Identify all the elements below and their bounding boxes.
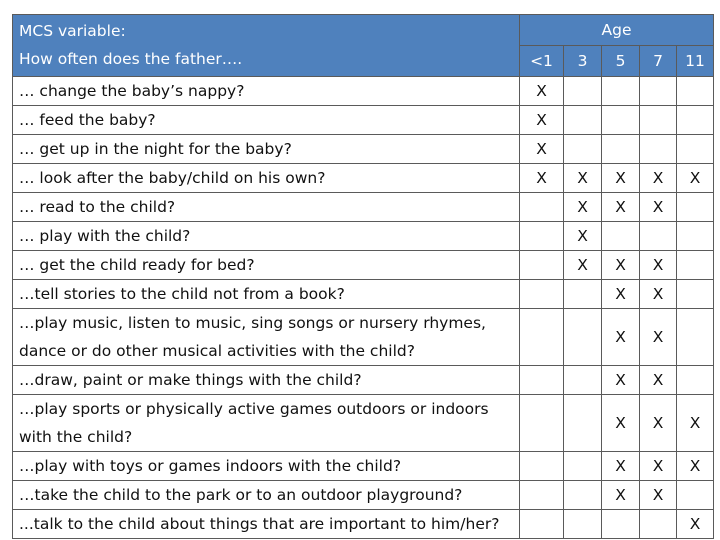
age-mark-cell: X: [640, 309, 677, 366]
age-mark-cell: X: [602, 164, 640, 193]
question-text: with the child?: [19, 428, 133, 446]
header-variable-cell: [13, 15, 520, 77]
age-mark-cell: [520, 309, 564, 366]
age-mark-cell: [564, 106, 602, 135]
age-mark-cell: [677, 135, 714, 164]
age-mark-cell: [520, 280, 564, 309]
age-mark-cell: [640, 106, 677, 135]
table-row: [13, 106, 714, 135]
age-mark-cell: X: [640, 251, 677, 280]
age-mark-cell: [520, 395, 564, 452]
age-mark-cell: [677, 309, 714, 366]
question-cell: [13, 395, 520, 452]
age-mark-cell: X: [677, 164, 714, 193]
age-mark-cell: [564, 77, 602, 106]
question-text: …play music, listen to music, sing songs or nursery rhymes,: [19, 314, 486, 332]
table-row: [13, 395, 714, 452]
age-mark-cell: [564, 395, 602, 452]
question-cell: [13, 77, 520, 106]
age-mark-cell: [564, 366, 602, 395]
age-mark-cell: [564, 510, 602, 539]
age-mark-cell: X: [640, 280, 677, 309]
question-text: …take the child to the park or to an outdoor playground?: [19, 486, 463, 504]
age-mark-cell: [520, 251, 564, 280]
age-mark-cell: [520, 510, 564, 539]
age-mark-cell: [677, 77, 714, 106]
age-header: Age: [520, 15, 714, 46]
age-mark-cell: [677, 251, 714, 280]
question-text: dance or do other musical activities with the child?: [19, 342, 415, 360]
question-cell: [13, 106, 520, 135]
question-text: …play sports or physically active games outdoors or indoors: [19, 400, 489, 418]
table-row: [13, 251, 714, 280]
variable-label: MCS variable:: [19, 22, 126, 40]
question-cell: [13, 164, 520, 193]
age-mark-cell: [677, 481, 714, 510]
age-col-5: 5: [602, 46, 640, 77]
age-mark-cell: X: [602, 452, 640, 481]
question-cell: [13, 366, 520, 395]
age-mark-cell: X: [564, 193, 602, 222]
table-row: [13, 222, 714, 251]
age-mark-cell: X: [602, 193, 640, 222]
age-mark-cell: X: [640, 395, 677, 452]
question-cell: [13, 510, 520, 539]
question-cell: [13, 135, 520, 164]
age-mark-cell: X: [677, 452, 714, 481]
question-cell: [13, 193, 520, 222]
question-text: ...talk to the child about things that are important to him/her?: [19, 515, 500, 533]
question-text: …tell stories to the child not from a book?: [19, 285, 345, 303]
table-row: [13, 280, 714, 309]
age-mark-cell: [564, 135, 602, 164]
age-mark-cell: [602, 106, 640, 135]
age-mark-cell: X: [602, 366, 640, 395]
age-mark-cell: [677, 193, 714, 222]
age-mark-cell: X: [602, 251, 640, 280]
age-mark-cell: X: [640, 164, 677, 193]
age-mark-cell: [520, 222, 564, 251]
table-row: [13, 193, 714, 222]
age-col-11: 11: [677, 46, 714, 77]
age-mark-cell: X: [520, 164, 564, 193]
table-row: [13, 309, 714, 366]
header-row: [13, 15, 714, 46]
question-text: … change the baby’s nappy?: [19, 82, 245, 100]
age-mark-cell: [564, 452, 602, 481]
age-mark-cell: X: [602, 481, 640, 510]
table-row: [13, 77, 714, 106]
age-mark-cell: X: [520, 135, 564, 164]
age-mark-cell: [602, 135, 640, 164]
table-row: [13, 135, 714, 164]
age-mark-cell: [640, 222, 677, 251]
question-text: …draw, paint or make things with the child?: [19, 371, 362, 389]
age-mark-cell: [602, 222, 640, 251]
age-mark-cell: [564, 481, 602, 510]
age-col-3: 3: [564, 46, 602, 77]
age-col-7: 7: [640, 46, 677, 77]
age-mark-cell: X: [564, 164, 602, 193]
age-mark-cell: X: [640, 193, 677, 222]
table-row: [13, 164, 714, 193]
age-mark-cell: [520, 452, 564, 481]
age-mark-cell: X: [677, 510, 714, 539]
age-mark-cell: X: [520, 77, 564, 106]
table-row: [13, 452, 714, 481]
table-row: [13, 481, 714, 510]
question-text: … look after the baby/child on his own?: [19, 169, 326, 187]
question-cell: [13, 251, 520, 280]
table-row: [13, 366, 714, 395]
age-mark-cell: X: [520, 106, 564, 135]
age-mark-cell: [640, 510, 677, 539]
age-mark-cell: X: [640, 452, 677, 481]
age-mark-cell: [564, 309, 602, 366]
question-cell: [13, 280, 520, 309]
age-mark-cell: X: [602, 309, 640, 366]
question-text: … play with the child?: [19, 227, 191, 245]
question-cell: [13, 222, 520, 251]
age-mark-cell: X: [564, 222, 602, 251]
age-mark-cell: [640, 135, 677, 164]
age-mark-cell: [602, 77, 640, 106]
age-mark-cell: X: [602, 395, 640, 452]
question-text: … get the child ready for bed?: [19, 256, 255, 274]
age-mark-cell: [677, 366, 714, 395]
age-mark-cell: X: [640, 481, 677, 510]
age-mark-cell: [564, 280, 602, 309]
question-text: … get up in the night for the baby?: [19, 140, 292, 158]
age-mark-cell: X: [677, 395, 714, 452]
age-mark-cell: X: [564, 251, 602, 280]
question-cell: [13, 309, 520, 366]
age-mark-cell: [602, 510, 640, 539]
question-text: …play with toys or games indoors with the child?: [19, 457, 402, 475]
age-mark-cell: [520, 481, 564, 510]
age-mark-cell: [677, 222, 714, 251]
question-stem: How often does the father….: [19, 50, 243, 68]
question-cell: [13, 481, 520, 510]
question-text: … read to the child?: [19, 198, 176, 216]
age-mark-cell: X: [602, 280, 640, 309]
age-col-lt1: <1: [520, 46, 564, 77]
age-mark-cell: [520, 193, 564, 222]
question-cell: [13, 452, 520, 481]
age-mark-cell: [677, 280, 714, 309]
age-mark-cell: [520, 366, 564, 395]
age-mark-cell: [640, 77, 677, 106]
mcs-variable-table: [12, 14, 714, 539]
question-text: … feed the baby?: [19, 111, 156, 129]
table-row: [13, 510, 714, 539]
age-mark-cell: X: [640, 366, 677, 395]
age-mark-cell: [677, 106, 714, 135]
